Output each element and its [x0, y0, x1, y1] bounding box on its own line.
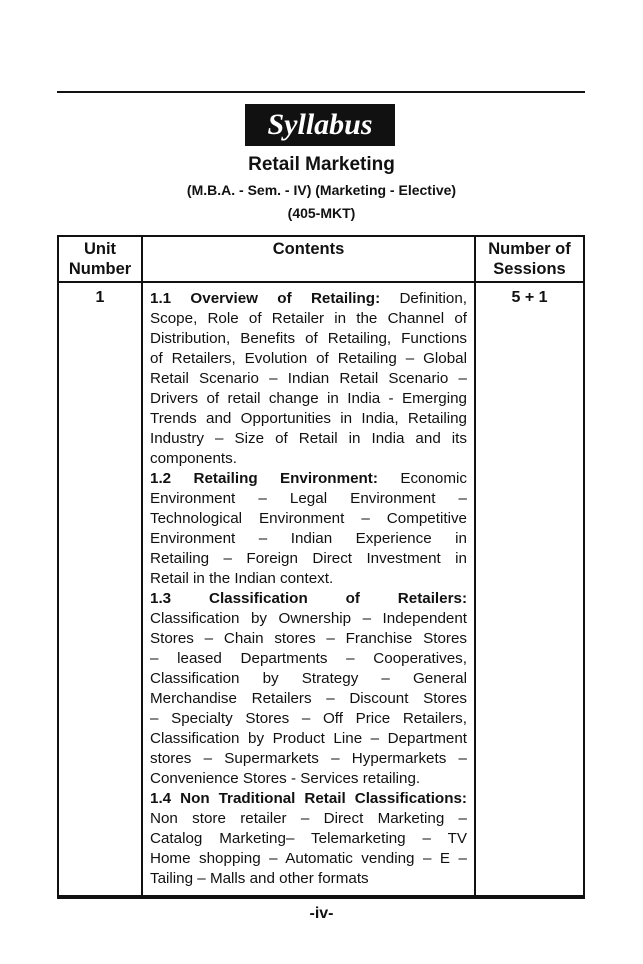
content-text: Tailing – Malls and other formats [150, 870, 369, 887]
content-line [150, 769, 467, 789]
table-row [58, 282, 584, 896]
content-line [150, 449, 467, 469]
content-line [150, 609, 467, 629]
content-line [150, 809, 467, 829]
content-line [150, 869, 467, 889]
content-text: Environment – Legal Environment – [150, 490, 467, 507]
content-text: – leased Departments – Cooperatives, [150, 650, 467, 667]
header-unit-number [58, 236, 142, 282]
content-line [150, 529, 467, 549]
header-unit-line: Number [68, 260, 132, 278]
content-line [150, 789, 467, 809]
content-line [150, 429, 467, 449]
sessions-cell: 5 + 1 [475, 282, 584, 896]
content-line [150, 749, 467, 769]
content-text: Environment – Indian Experience in [150, 530, 467, 547]
content-line [150, 709, 467, 729]
header-sessions-line: Sessions [493, 260, 566, 278]
content-line [150, 409, 467, 429]
content-line [150, 589, 467, 609]
syllabus-table [57, 235, 585, 897]
content-text: Retailing – Foreign Direct Investment in [150, 550, 467, 567]
content-text: Home shopping – Automatic vending – E – [150, 850, 467, 867]
content-line [150, 569, 467, 589]
content-text: Stores – Chain stores – Franchise Stores [150, 630, 467, 647]
syllabus-badge: Syllabus [245, 104, 395, 146]
content-line [150, 289, 467, 309]
content-text: Trends and Opportunities in India, Retailing [150, 410, 467, 427]
content-text: Distribution, Benefits of Retailing, Functions [150, 330, 467, 347]
content-text: Industry – Size of Retail in India and its [150, 430, 467, 447]
bottom-rule [57, 897, 585, 899]
header-unit-line: Unit [83, 240, 117, 258]
course-code: (405-MKT) [287, 205, 356, 221]
content-text: Classification by Strategy – General [150, 670, 467, 687]
content-text: Non store retailer – Direct Marketing – [150, 810, 467, 827]
content-text: – Specialty Stores – Off Price Retailers, [150, 710, 467, 727]
content-line [150, 489, 467, 509]
content-line [150, 669, 467, 689]
content-line [150, 649, 467, 669]
content-line [150, 549, 467, 569]
content-line [150, 849, 467, 869]
content-line [150, 629, 467, 649]
content-line [150, 829, 467, 849]
content-text: Classification by Product Line – Department [150, 730, 467, 747]
section-heading: 1.4 Non Traditional Retail Classifications: [150, 790, 467, 807]
header-contents [142, 236, 475, 282]
content-text: components. [150, 450, 237, 467]
content-text: Catalog Marketing– Telemarketing – TV [150, 830, 467, 847]
course-subtitle: (M.B.A. - Sem. - IV) (Marketing - Elective) [186, 182, 457, 198]
section-heading: 1.2 Retailing Environment: [150, 470, 378, 487]
content-line [150, 309, 467, 329]
section-heading: 1.3 Classification of Retailers: [150, 590, 467, 607]
content-text: Retail Scenario – Indian Retail Scenario – [150, 370, 467, 387]
course-title: Retail Marketing [248, 154, 395, 175]
content-text: Technological Environment – Competitive [150, 510, 467, 527]
section-heading: 1.1 Overview of Retailing: [150, 290, 381, 307]
content-line [150, 509, 467, 529]
content-text: Convenience Stores - Services retailing. [150, 770, 421, 787]
content-text: Classification by Ownership – Independent [150, 610, 467, 627]
content-line [150, 389, 467, 409]
header-sessions [475, 236, 584, 282]
content-text: Scope, Role of Retailer in the Channel of [150, 310, 467, 327]
top-rule [57, 91, 585, 93]
unit-number-cell: 1 [58, 282, 142, 896]
page-number: -iv- [309, 905, 334, 922]
content-line [150, 729, 467, 749]
content-text: Economic [377, 470, 467, 487]
contents-cell [142, 282, 475, 896]
content-line [150, 689, 467, 709]
content-text: Retail in the Indian context. [150, 570, 334, 587]
content-line [150, 349, 467, 369]
table-header-row [58, 236, 584, 282]
content-text: Merchandise Retailers – Discount Stores [150, 690, 467, 707]
content-text: of Retailers, Evolution of Retailing – Global [150, 350, 467, 367]
content-line [150, 329, 467, 349]
content-text: Drivers of retail change in India - Emerging [150, 390, 467, 407]
header-sessions-line: Number of [488, 240, 571, 258]
content-line [150, 469, 467, 489]
content-text: stores – Supermarkets – Hypermarkets – [150, 750, 467, 767]
content-text: Definition, [380, 290, 467, 307]
header-contents-label: Contents [272, 240, 345, 258]
content-line [150, 369, 467, 389]
